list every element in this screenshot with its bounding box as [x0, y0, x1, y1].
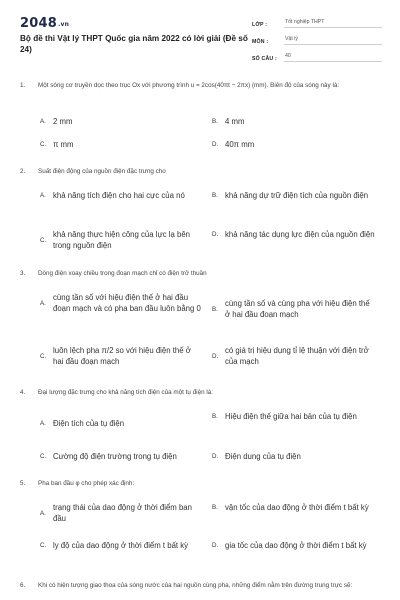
option-1d[interactable] — [212, 139, 375, 150]
option-letter: B. — [212, 192, 218, 199]
option-letter: C. — [40, 542, 47, 549]
question-6 — [20, 581, 382, 591]
option-5b[interactable] — [212, 502, 375, 513]
option-text: luôn lệch pha π/2 so với hiệu điện thế ở hai đầu đoạn mạch — [53, 346, 191, 366]
option-letter: B. — [212, 118, 218, 125]
option-text: gia tốc của dao động ở thời điểm t bất kỳ — [225, 541, 367, 550]
option-4a[interactable] — [40, 418, 203, 429]
question-number: 2. — [20, 168, 26, 175]
option-text: Điện tích của tụ điện — [53, 419, 125, 428]
option-2c[interactable] — [40, 229, 203, 251]
option-letter: D. — [212, 231, 219, 238]
option-text: khả năng dự trữ điện tích của nguồn điện — [225, 191, 369, 200]
option-text: khả năng tác dụng lực điện của nguồn điện — [225, 230, 375, 239]
option-text: 40π mm — [225, 140, 255, 149]
question-number: 4. — [20, 389, 26, 396]
option-2b[interactable] — [212, 190, 375, 201]
option-letter: A. — [40, 299, 46, 307]
option-text: Hiệu điện thế giữa hai bản của tụ điện — [225, 412, 357, 421]
meta-value-subject: Vật lý — [284, 36, 382, 45]
option-letter: C. — [40, 141, 47, 148]
option-1a[interactable] — [40, 116, 203, 127]
option-5c[interactable] — [40, 540, 203, 551]
question-text: Pha ban đầu φ cho phép xác định: — [38, 480, 135, 487]
option-text: khả năng thực hiện công của lực lạ bên trong nguồn điện — [53, 230, 191, 250]
meta-row-class — [252, 14, 382, 28]
option-2d[interactable] — [212, 229, 375, 240]
option-text: vận tốc của dao động ở thời điểm t bất kỳ — [225, 503, 369, 512]
meta-value-class: Tốt nghiệp THPT — [284, 19, 382, 28]
option-text: trạng thái của dao động ở thời điểm ban đầu — [53, 503, 192, 523]
question-number: 3. — [20, 270, 26, 277]
question-text: Đại lượng đặc trưng cho khả năng tích điện của một tụ điện là: — [38, 389, 213, 396]
option-text: 4 mm — [225, 117, 245, 126]
question-4 — [20, 388, 382, 398]
exam-meta — [252, 14, 382, 65]
option-4c[interactable] — [40, 451, 203, 462]
option-text: Cường độ điện trường trong tụ điện — [53, 452, 177, 461]
question-text: Một sóng cơ truyền dọc theo trục Ox với phương trình u = 2cos(40πt − 2πx) (mm). Biên độ của sóng này là: — [38, 82, 340, 89]
question-5 — [20, 479, 382, 489]
option-letter: A. — [40, 118, 46, 125]
question-text: Khi có hiện tượng giao thoa của sóng nước của hai nguồn cùng pha, những điểm nằm trên đường trung trực sẽ: — [38, 582, 353, 589]
meta-label: MÔN : — [252, 39, 269, 45]
option-letter: C. — [40, 453, 47, 460]
option-letter: D. — [212, 542, 219, 549]
option-letter: D. — [212, 352, 219, 360]
meta-row-question-count — [252, 48, 382, 62]
question-text: Suất điện động của nguồn điện đặc trưng cho — [38, 168, 166, 175]
question-text: Dòng điện xoay chiều trong đoạn mạch chỉ có điện trở thuần — [38, 270, 207, 277]
question-1 — [20, 81, 382, 91]
option-1b[interactable] — [212, 116, 375, 127]
page-title: Bộ đề thi Vật lý THPT Quốc gia năm 2022 có lời giải (Đề số 24) — [20, 34, 248, 54]
option-text: π mm — [53, 140, 74, 149]
option-3d[interactable] — [212, 345, 375, 367]
option-letter: B. — [212, 413, 218, 420]
meta-label: LỚP : — [252, 22, 268, 28]
option-text: khả năng tích điện cho hai cực của nó — [53, 191, 185, 200]
question-number: 1. — [20, 82, 26, 89]
option-4d[interactable] — [212, 451, 375, 462]
option-letter: A. — [40, 420, 46, 427]
option-letter: A. — [40, 192, 46, 199]
option-3a[interactable] — [40, 292, 203, 314]
option-3c[interactable] — [40, 345, 203, 367]
meta-label: SỐ CÂU : — [252, 56, 277, 62]
option-5a[interactable] — [40, 502, 203, 524]
option-text: cùng tần số với hiệu điện thế ở hai đầu đoạn mạch và có pha ban đầu luôn bằng 0 — [53, 293, 201, 313]
meta-value-question-count: 40 — [284, 53, 382, 62]
option-4b[interactable] — [212, 411, 375, 422]
question-number: 5. — [20, 480, 26, 487]
option-1c[interactable] — [40, 139, 203, 150]
option-text: 2 mm — [53, 117, 73, 126]
question-2 — [20, 167, 382, 177]
option-letter: C. — [40, 352, 47, 360]
option-text: có giá trị hiệu dụng tỉ lệ thuận với điện trở của mạch — [225, 346, 369, 366]
site-logo[interactable]: 2048.vn — [20, 16, 70, 31]
option-letter: C. — [40, 236, 47, 244]
option-text: Điện dung của tụ điện — [225, 452, 301, 461]
option-letter: D. — [212, 141, 219, 148]
option-letter: A. — [40, 509, 46, 517]
question-3 — [20, 269, 382, 279]
option-letter: D. — [212, 453, 219, 460]
option-text: ly độ của dao động ở thời điểm t bất kỳ — [53, 541, 189, 550]
option-5d[interactable] — [212, 540, 375, 551]
option-3b[interactable] — [212, 298, 375, 320]
option-text: cùng tần số và cùng pha với hiệu điện thế ở hai đầu đoạn mạch — [225, 299, 370, 319]
meta-row-subject — [252, 31, 382, 45]
option-2a[interactable] — [40, 190, 203, 201]
option-letter: B. — [212, 305, 218, 313]
option-letter: B. — [212, 504, 218, 511]
question-number: 6. — [20, 582, 26, 589]
